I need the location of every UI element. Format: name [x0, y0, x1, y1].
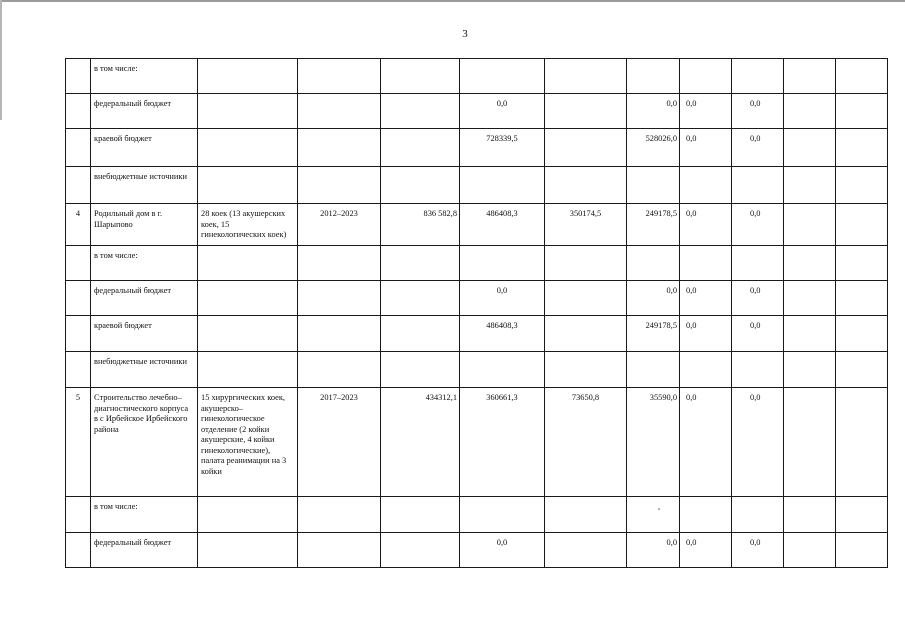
value-col-12	[836, 533, 888, 568]
value-col-12	[836, 316, 888, 352]
value-col-9	[680, 59, 732, 94]
value-col-7	[545, 167, 627, 204]
table-row	[66, 246, 888, 281]
object-name: федеральный бюджет	[91, 94, 198, 129]
value-col-11	[784, 129, 836, 167]
value-col-7	[545, 533, 627, 568]
scan-speck	[658, 508, 660, 510]
total-cost	[381, 167, 460, 204]
object-name: краевой бюджет	[91, 129, 198, 167]
capacity	[198, 246, 298, 281]
total-cost: 836 582,8	[381, 204, 460, 246]
value-col-8	[627, 59, 680, 94]
period	[298, 167, 381, 204]
value-col-9	[680, 497, 732, 533]
value-col-7	[545, 59, 627, 94]
value-col-6	[460, 167, 545, 204]
total-cost: 434312,1	[381, 388, 460, 497]
value-col-8	[627, 352, 680, 388]
value-col-10: 0,0	[732, 94, 784, 129]
total-cost	[381, 352, 460, 388]
total-cost	[381, 316, 460, 352]
row-number	[66, 94, 91, 129]
value-col-12	[836, 246, 888, 281]
value-col-6	[460, 497, 545, 533]
total-cost	[381, 94, 460, 129]
row-number	[66, 352, 91, 388]
value-col-12	[836, 281, 888, 316]
object-name: Строительство лечебно–диагностического корпуса в с Ирбейское Ирбейского района	[91, 388, 198, 497]
value-col-11	[784, 533, 836, 568]
period	[298, 129, 381, 167]
value-col-10	[732, 497, 784, 533]
value-col-12	[836, 167, 888, 204]
table-row	[66, 316, 888, 352]
value-col-12	[836, 388, 888, 497]
value-col-11	[784, 316, 836, 352]
period	[298, 352, 381, 388]
table-row	[66, 281, 888, 316]
value-col-7	[545, 316, 627, 352]
value-col-10	[732, 246, 784, 281]
period	[298, 246, 381, 281]
value-col-11	[784, 167, 836, 204]
value-col-6: 486408,3	[460, 204, 545, 246]
capacity	[198, 281, 298, 316]
object-name: в том числе:	[91, 246, 198, 281]
table-row	[66, 94, 888, 129]
capacity	[198, 129, 298, 167]
total-cost	[381, 129, 460, 167]
row-number	[66, 316, 91, 352]
row-number	[66, 246, 91, 281]
page-number: 3	[462, 28, 468, 40]
value-col-9: 0,0	[680, 281, 732, 316]
period	[298, 533, 381, 568]
value-col-8: 0,0	[627, 281, 680, 316]
value-col-8: 0,0	[627, 533, 680, 568]
object-name: Родильный дом в г. Шарыпово	[91, 204, 198, 246]
top-scan-border	[0, 0, 905, 2]
value-col-9	[680, 167, 732, 204]
period	[298, 316, 381, 352]
object-name: внебюджетные источники	[91, 352, 198, 388]
total-cost	[381, 533, 460, 568]
object-name: внебюджетные источники	[91, 167, 198, 204]
value-col-12	[836, 352, 888, 388]
value-col-6	[460, 246, 545, 281]
value-col-9: 0,0	[680, 129, 732, 167]
table-row	[66, 497, 888, 533]
row-number	[66, 533, 91, 568]
value-col-8	[627, 497, 680, 533]
period	[298, 497, 381, 533]
value-col-7	[545, 352, 627, 388]
capacity	[198, 94, 298, 129]
value-col-10: 0,0	[732, 316, 784, 352]
value-col-10	[732, 167, 784, 204]
left-scan-border	[0, 0, 2, 120]
value-col-12	[836, 497, 888, 533]
table-row	[66, 352, 888, 388]
value-col-11	[784, 352, 836, 388]
row-number	[66, 59, 91, 94]
value-col-7	[545, 497, 627, 533]
value-col-9: 0,0	[680, 94, 732, 129]
value-col-11	[784, 281, 836, 316]
value-col-8: 0,0	[627, 94, 680, 129]
value-col-8	[627, 246, 680, 281]
value-col-11	[784, 204, 836, 246]
total-cost	[381, 281, 460, 316]
value-col-11	[784, 246, 836, 281]
table-row	[66, 533, 888, 568]
value-col-10: 0,0	[732, 388, 784, 497]
value-col-9	[680, 246, 732, 281]
capacity	[198, 59, 298, 94]
value-col-7	[545, 94, 627, 129]
value-col-10: 0,0	[732, 281, 784, 316]
period	[298, 94, 381, 129]
object-name: краевой бюджет	[91, 316, 198, 352]
period: 2017–2023	[298, 388, 381, 497]
value-col-6: 0,0	[460, 94, 545, 129]
table-row	[66, 129, 888, 167]
total-cost	[381, 59, 460, 94]
value-col-9	[680, 352, 732, 388]
value-col-9: 0,0	[680, 204, 732, 246]
object-name: федеральный бюджет	[91, 281, 198, 316]
capacity: 15 хирургических коек, акушерско–гинекологическое отделение (2 койки акушерские, 4 койки гинекологические), палата реанимации на 3 койки	[198, 388, 298, 497]
value-col-8: 528026,0	[627, 129, 680, 167]
value-col-8: 35590,0	[627, 388, 680, 497]
row-number	[66, 497, 91, 533]
capacity	[198, 352, 298, 388]
value-col-8	[627, 167, 680, 204]
object-name: в том числе:	[91, 497, 198, 533]
row-number: 5	[66, 388, 91, 497]
value-col-8: 249178,5	[627, 316, 680, 352]
capacity	[198, 316, 298, 352]
value-col-11	[784, 94, 836, 129]
value-col-10	[732, 352, 784, 388]
value-col-11	[784, 388, 836, 497]
value-col-9: 0,0	[680, 533, 732, 568]
value-col-12	[836, 94, 888, 129]
value-col-6: 0,0	[460, 533, 545, 568]
period: 2012–2023	[298, 204, 381, 246]
table-row	[66, 167, 888, 204]
row-number	[66, 281, 91, 316]
value-col-7: 350174,5	[545, 204, 627, 246]
capacity	[198, 533, 298, 568]
value-col-10: 0,0	[732, 204, 784, 246]
value-col-6: 728339,5	[460, 129, 545, 167]
value-col-9: 0,0	[680, 316, 732, 352]
object-name: федеральный бюджет	[91, 533, 198, 568]
value-col-12	[836, 204, 888, 246]
value-col-7: 73650,8	[545, 388, 627, 497]
capacity	[198, 167, 298, 204]
value-col-12	[836, 59, 888, 94]
value-col-10: 0,0	[732, 129, 784, 167]
value-col-7	[545, 129, 627, 167]
value-col-7	[545, 246, 627, 281]
period	[298, 59, 381, 94]
value-col-11	[784, 59, 836, 94]
value-col-10: 0,0	[732, 533, 784, 568]
capacity	[198, 497, 298, 533]
value-col-12	[836, 129, 888, 167]
value-col-10	[732, 59, 784, 94]
value-col-9: 0,0	[680, 388, 732, 497]
object-name: в том числе:	[91, 59, 198, 94]
value-col-7	[545, 281, 627, 316]
value-col-6: 0,0	[460, 281, 545, 316]
program-table	[65, 58, 888, 568]
table-row	[66, 59, 888, 94]
total-cost	[381, 246, 460, 281]
value-col-6: 486408,3	[460, 316, 545, 352]
row-number	[66, 167, 91, 204]
table-row-object	[66, 204, 888, 246]
value-col-11	[784, 497, 836, 533]
table-row-object	[66, 388, 888, 497]
capacity: 28 коек (13 акушерских коек, 15 гинекологических коек)	[198, 204, 298, 246]
value-col-6: 360661,3	[460, 388, 545, 497]
row-number: 4	[66, 204, 91, 246]
total-cost	[381, 497, 460, 533]
value-col-6	[460, 352, 545, 388]
value-col-8: 249178,5	[627, 204, 680, 246]
period	[298, 281, 381, 316]
row-number	[66, 129, 91, 167]
value-col-6	[460, 59, 545, 94]
